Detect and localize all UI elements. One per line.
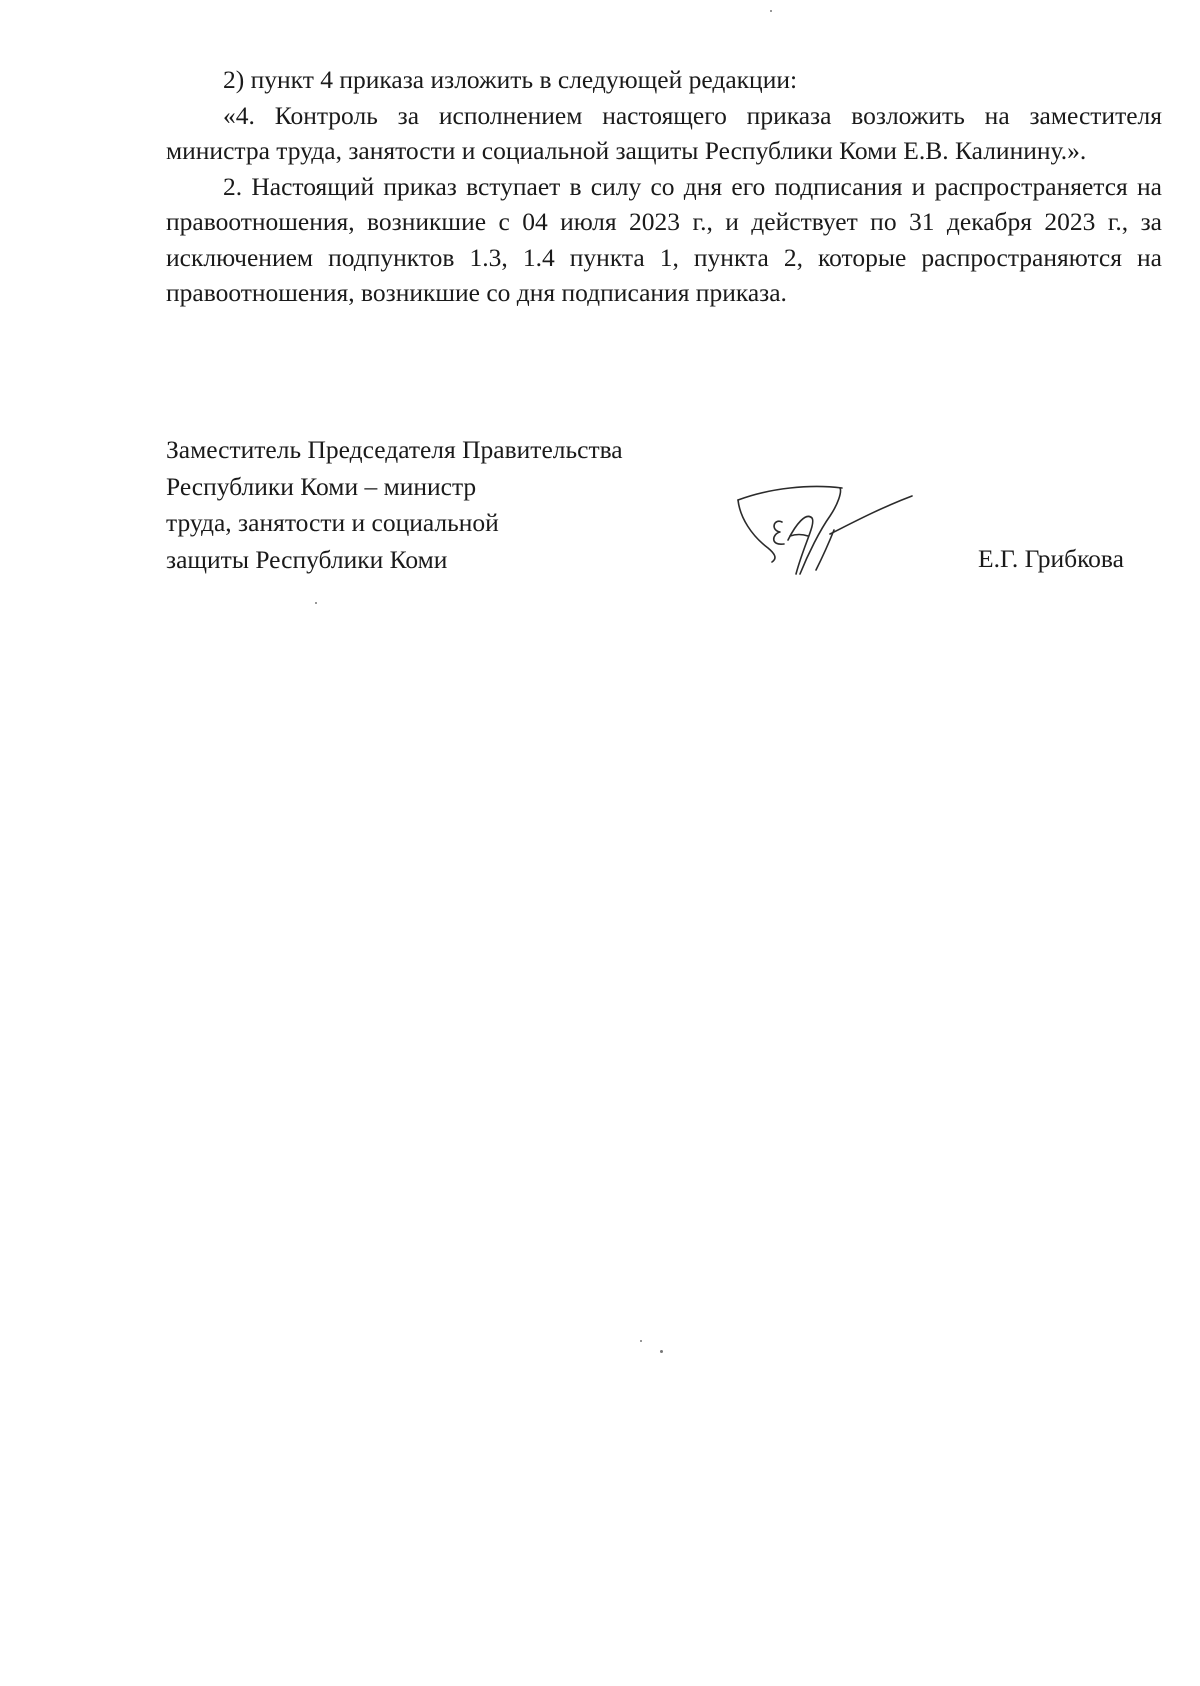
handwritten-signature: [730, 478, 920, 588]
scan-speck: [315, 602, 317, 604]
signatory-name: Е.Г. Грибкова: [978, 544, 1124, 573]
signatory-position-line: защиты Республики Коми: [166, 544, 448, 574]
paragraph-amendment-intro: 2) пункт 4 приказа изложить в следующей редакции:: [223, 65, 798, 94]
signatory-position-line: Республики Коми – министр: [166, 471, 477, 501]
paragraph-effective-date: 2. Настоящий приказ вступает в силу со дня его подписания и распространяется на правоотношения, возникшие с 04 июля 2023 г., и действует по 31 декабря 2023 г., за исключением подпунктов 1.3, 1.4 пункта 1, пункта 2, которые распространяются на правоотношения, возникшие со дня подписания приказа.: [166, 171, 1162, 307]
scan-speck: [640, 1340, 642, 1342]
signatory-position: [166, 432, 623, 578]
signatory-position-line: Заместитель Председателя Правительства: [166, 435, 623, 464]
signatory-position-line: труда, занятости и социальной: [166, 508, 499, 537]
scan-speck: [660, 1350, 663, 1353]
paragraph-control-clause: «4. Контроль за исполнением настоящего приказа возложить на заместителя министра труда, занятости и социальной защиты Республики Коми Е.В. Калинину.».: [166, 100, 1162, 165]
scan-speck: [770, 10, 772, 12]
document-body: [166, 62, 1162, 311]
